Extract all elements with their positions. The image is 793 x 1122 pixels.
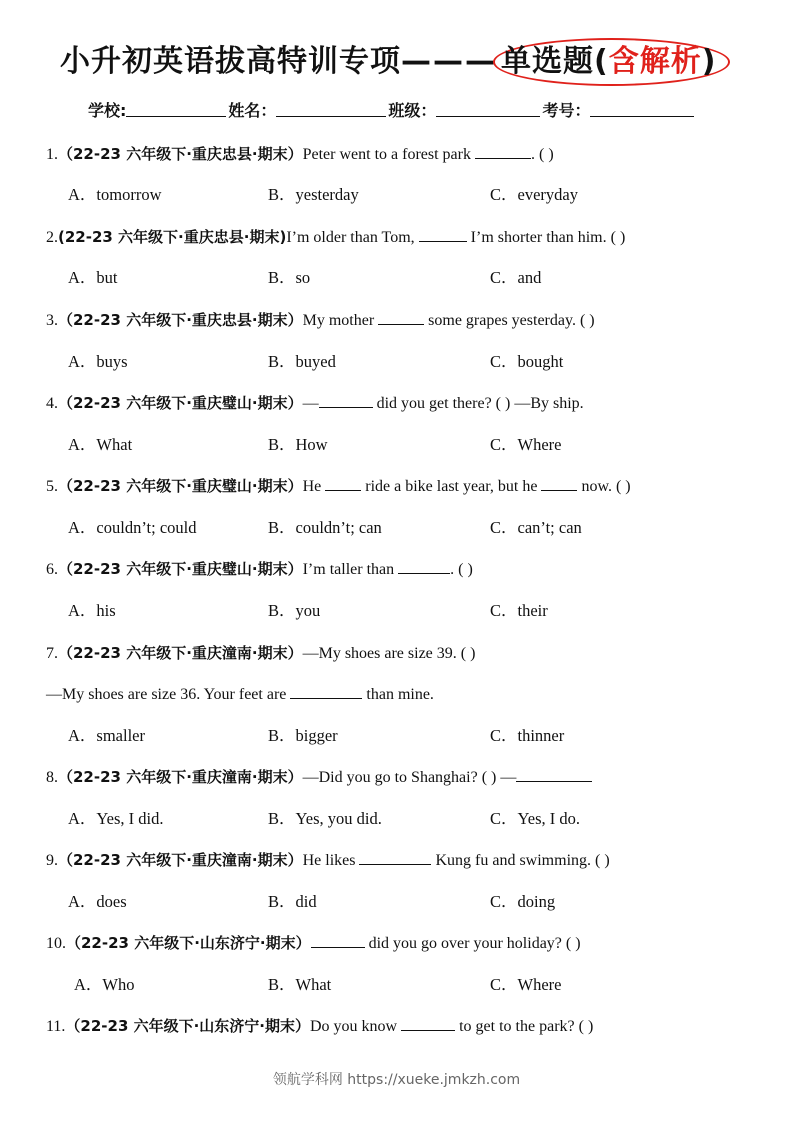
answer-blank[interactable]	[378, 308, 424, 325]
question-source-tag: (22-23 六年级下·重庆忠县·期末)	[58, 228, 287, 246]
option-b[interactable]: B．bigger	[268, 726, 338, 745]
question-number: 11.	[46, 1018, 66, 1035]
question-7-line-2	[46, 682, 434, 707]
option-b[interactable]: B．How	[268, 435, 328, 454]
option-a[interactable]: A．What	[68, 435, 133, 454]
question-text-end: . ( )	[450, 561, 473, 578]
title-oval-highlight	[493, 38, 730, 86]
question-number: 2.	[46, 229, 58, 246]
question-text: He likes	[302, 852, 356, 869]
question-source-tag: （22-23 六年级下·山东济宁·期末）	[65, 1017, 310, 1035]
question-text: Peter went to a forest park	[302, 146, 471, 163]
option-b[interactable]: B．couldn’t; can	[268, 518, 382, 537]
option-c[interactable]: C．can’t; can	[490, 518, 582, 537]
option-b[interactable]: B．Yes, you did.	[268, 809, 382, 828]
question-text: —	[302, 395, 319, 412]
answer-blank[interactable]	[398, 557, 450, 574]
option-b[interactable]: B．you	[268, 601, 321, 620]
question-source-tag: （22-23 六年级下·重庆忠县·期末）	[58, 145, 303, 163]
option-a[interactable]: A．does	[68, 892, 127, 911]
question-text-end: than mine.	[362, 686, 434, 703]
question-source-tag: （22-23 六年级下·重庆忠县·期末）	[58, 311, 303, 329]
question-number: 6.	[46, 561, 58, 578]
question-text-end: I’m shorter than him. ( )	[466, 229, 626, 246]
answer-blank-1[interactable]	[325, 474, 361, 491]
question-number: 7.	[46, 645, 58, 662]
question-number: 3.	[46, 312, 58, 329]
question-text: I’m taller than	[302, 561, 395, 578]
question-9	[46, 848, 610, 873]
question-text: He	[302, 478, 322, 495]
option-b[interactable]: B．so	[268, 268, 311, 287]
option-b[interactable]: B．yesterday	[268, 185, 359, 204]
option-c[interactable]: C．their	[490, 601, 548, 620]
option-a[interactable]: A．his	[68, 601, 116, 620]
option-a[interactable]: A．tomorrow	[68, 185, 162, 204]
title-open-paren: (	[594, 44, 609, 79]
option-a[interactable]: A．buys	[68, 352, 128, 371]
option-c[interactable]: C．doing	[490, 892, 556, 911]
answer-blank-2[interactable]	[541, 474, 577, 491]
answer-blank[interactable]	[319, 391, 373, 408]
question-number: 4.	[46, 395, 58, 412]
option-c[interactable]: C．Yes, I do.	[490, 809, 581, 828]
exam-no-field[interactable]	[590, 98, 694, 117]
question-source-tag: （22-23 六年级下·山东济宁·期末）	[66, 934, 311, 952]
question-text-end: to get to the park? ( )	[455, 1018, 594, 1035]
name-field[interactable]	[276, 98, 386, 117]
question-text: I’m older than Tom,	[286, 229, 415, 246]
option-a[interactable]: A．couldn’t; could	[68, 518, 197, 537]
question-text-end: did you get there? ( ) —By ship.	[372, 395, 584, 412]
question-number: 8.	[46, 769, 58, 786]
page-title	[60, 36, 730, 88]
question-text-end: Kung fu and swimming. ( )	[431, 852, 610, 869]
question-text: —My shoes are size 39. ( )	[302, 645, 476, 662]
question-text-end: did you go over your holiday? ( )	[364, 935, 581, 952]
question-source-tag: （22-23 六年级下·重庆潼南·期末）	[58, 768, 303, 786]
answer-blank[interactable]	[359, 848, 431, 865]
question-source-tag: （22-23 六年级下·重庆潼南·期末）	[58, 644, 303, 662]
title-dashes: ———	[401, 44, 497, 79]
answer-blank[interactable]	[475, 142, 531, 159]
student-info-line	[88, 98, 728, 121]
question-text-end: now. ( )	[577, 478, 631, 495]
option-a[interactable]: A．Who	[74, 975, 135, 994]
option-c[interactable]: C．and	[490, 268, 542, 287]
question-10	[46, 931, 581, 956]
question-text-end: . ( )	[530, 146, 554, 163]
question-number: 9.	[46, 852, 58, 869]
question-text: —Did you go to Shanghai? ( ) —	[302, 769, 517, 786]
question-text-mid: ride a bike last year, but he	[361, 478, 538, 495]
question-3	[46, 308, 595, 333]
question-7	[46, 641, 475, 666]
question-2	[46, 225, 625, 250]
option-a[interactable]: A．Yes, I did.	[68, 809, 164, 828]
title-topic: 单选题	[501, 44, 594, 79]
question-4	[46, 391, 584, 416]
question-source-tag: （22-23 六年级下·重庆璧山·期末）	[58, 477, 303, 495]
option-b[interactable]: B．did	[268, 892, 317, 911]
question-source-tag: （22-23 六年级下·重庆潼南·期末）	[58, 851, 303, 869]
question-text: —My shoes are size 36. Your feet are	[46, 686, 287, 703]
question-number: 5.	[46, 478, 58, 495]
answer-blank[interactable]	[419, 225, 467, 242]
option-b[interactable]: B．buyed	[268, 352, 336, 371]
option-c[interactable]: C．bought	[490, 352, 564, 371]
question-source-tag: （22-23 六年级下·重庆璧山·期末）	[58, 394, 303, 412]
option-b[interactable]: B．What	[268, 975, 332, 994]
name-label: 姓名：	[228, 101, 277, 120]
class-field[interactable]	[436, 98, 540, 117]
school-field[interactable]	[126, 98, 226, 117]
answer-blank[interactable]	[516, 765, 592, 782]
school-label: 学校:	[88, 101, 127, 120]
question-5	[46, 474, 631, 499]
question-8	[46, 765, 592, 790]
question-6	[46, 557, 473, 582]
option-c[interactable]: C．thinner	[490, 726, 565, 745]
answer-blank[interactable]	[401, 1014, 455, 1031]
option-a[interactable]: A．smaller	[68, 726, 145, 745]
title-close-paren: )	[701, 44, 717, 79]
question-number: 1.	[46, 146, 58, 163]
question-text-end: some grapes yesterday. ( )	[424, 312, 595, 329]
answer-blank[interactable]	[290, 682, 362, 699]
question-source-tag: （22-23 六年级下·重庆璧山·期末）	[58, 560, 303, 578]
exam-no-label: 考号：	[542, 101, 591, 120]
option-a[interactable]: A．but	[68, 268, 118, 287]
option-c[interactable]: C．Where	[490, 975, 562, 994]
footer-watermark[interactable]: 领航学科网 https://xueke.jmkzh.com	[272, 1072, 521, 1088]
question-11	[46, 1014, 593, 1039]
question-text: Do you know	[310, 1018, 398, 1035]
option-c[interactable]: C．everyday	[490, 185, 578, 204]
question-number: 10.	[46, 935, 66, 952]
title-main: 小升初英语拔高特训专项	[60, 44, 401, 79]
question-text: My mother	[302, 312, 375, 329]
option-c[interactable]: C．Where	[490, 435, 562, 454]
title-highlight: 含解析	[608, 44, 702, 79]
class-label: 班级：	[388, 101, 437, 120]
question-1	[46, 142, 554, 167]
answer-blank[interactable]	[311, 931, 365, 948]
